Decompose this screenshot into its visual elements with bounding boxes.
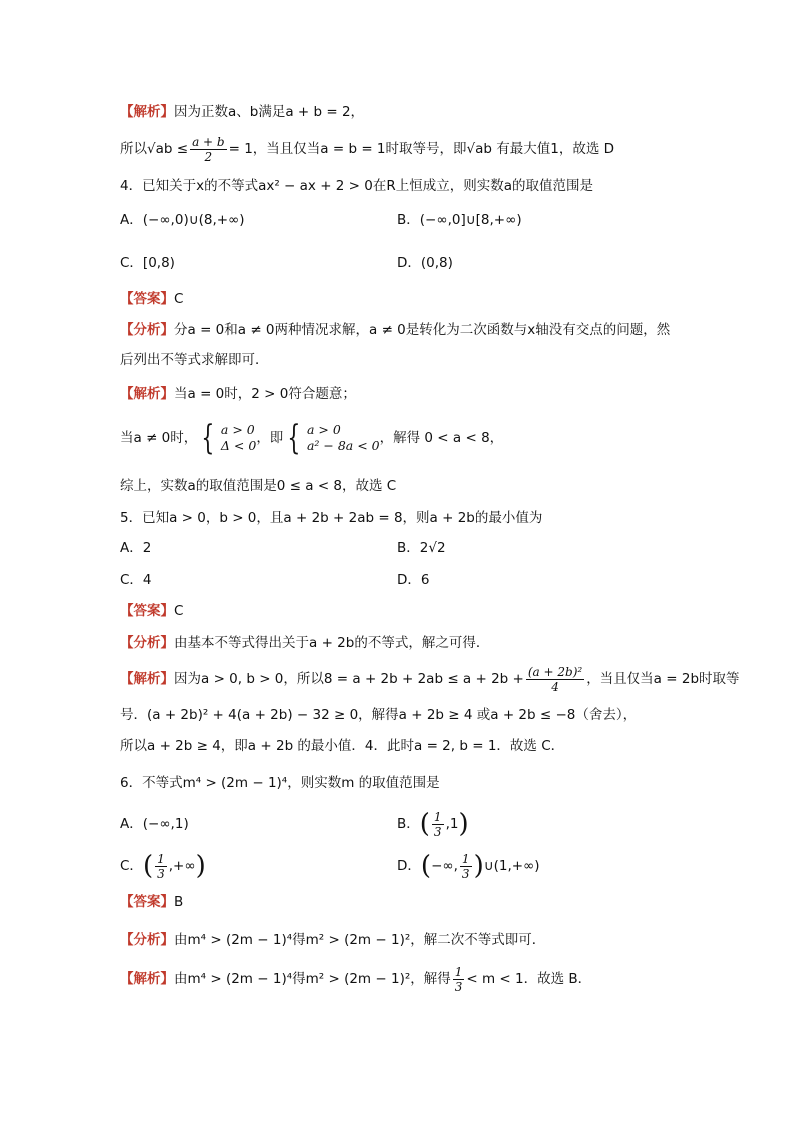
q4-system-2	[307, 422, 380, 454]
q6-option-c-rest: ,+∞	[168, 858, 196, 874]
q5-option-d: D．6	[397, 572, 430, 588]
q6-option-c-label: C．	[120, 858, 143, 874]
q5-frac-num: (a + 2b)²	[527, 664, 583, 679]
answer-tag: 【答案】	[120, 603, 174, 619]
q3-fraction	[190, 135, 227, 164]
answer-tag: 【答案】	[120, 894, 174, 910]
q5-answer	[120, 601, 680, 621]
left-brace-icon: {	[201, 418, 215, 458]
frac-num: 1	[157, 851, 165, 866]
q6-option-d-left: −∞,	[431, 858, 458, 874]
q5-option-b: B．2√2	[397, 540, 446, 556]
q3-solution-text-1: 因为正数a、b满足a + b = 2，	[174, 104, 365, 120]
q6-solution	[120, 962, 680, 996]
q4-option-a: A．(−∞,0)∪(8,+∞)	[120, 212, 245, 228]
frac-den: 3	[461, 866, 470, 881]
q4-answer	[120, 289, 680, 309]
q6-solution-text-b: < m < 1．故选 B．	[466, 971, 592, 987]
q6-analysis	[120, 930, 680, 950]
paren-right-icon: )	[195, 851, 206, 881]
q5-solution-line-2: 号．(a + 2b)² + 4(a + 2b) − 32 ≥ 0，解得a + 2b ≥ 4 或a + 2b ≤ −8（舍去），	[120, 707, 637, 723]
q4-solution-text-2b: ，即	[256, 430, 284, 446]
q5-solution-line-3: 所以a + 2b ≥ 4，即a + 2b 的最小值．4．此时a = 2, b = 1．故选 C．	[120, 738, 565, 754]
q4-option-d: D．(0,8)	[397, 255, 453, 271]
q5-answer-value: C	[174, 603, 184, 619]
q3-solution-text-2b: = 1，当且仅当a = b = 1时取等号，即√ab 有最大值1，故选 D	[228, 141, 615, 157]
q3-frac-den: 2	[204, 149, 213, 164]
q4-solution-line-1	[120, 384, 680, 404]
q3-frac-num: a + b	[192, 134, 225, 149]
q6-option-c-frac	[155, 852, 167, 881]
paren-right-icon: )	[473, 851, 484, 881]
q5-option-a: A．2	[120, 540, 152, 556]
paren-left-icon: (	[419, 809, 430, 839]
q6-option-c	[120, 848, 206, 884]
q4-answer-value: C	[174, 291, 184, 307]
q6-option-a: A．(−∞,1)	[120, 816, 189, 832]
q6-option-b-rest: ,1	[445, 816, 459, 832]
q6-solution-frac	[453, 965, 465, 994]
q6-option-d-label: D．	[397, 858, 421, 874]
q4-analysis-text-1: 分a = 0和a ≠ 0两种情况求解，a ≠ 0是转化为二次函数与x轴没有交点的问题，然	[174, 322, 671, 338]
q4-analysis-line-2: 后列出不等式求解即可．	[120, 352, 269, 368]
q3-solution-text-2a: 所以√ab ≤	[120, 141, 189, 157]
q4-solution-text-1: 当a = 0时，2 > 0符合题意；	[174, 386, 356, 402]
q4-option-b: B．(−∞,0]∪[8,+∞)	[397, 212, 522, 228]
q6-option-d-frac	[460, 852, 472, 881]
q6-option-b	[397, 806, 469, 842]
q5-solution-text-1a: 因为a > 0, b > 0，所以8 = a + 2b + 2ab ≤ a + 2b +	[174, 671, 524, 687]
q3-solution-line-2	[120, 134, 680, 164]
q6-option-b-frac	[432, 810, 444, 839]
q4-sys2-row-1: a > 0	[306, 422, 341, 437]
solution-tag: 【解析】	[120, 386, 174, 402]
q5-stem: 5．已知a > 0，b > 0，且a + 2b + 2ab = 8，则a + 2b的最小值为	[120, 510, 543, 526]
q5-analysis	[120, 633, 680, 653]
frac-den: 3	[433, 824, 442, 839]
frac-num: 1	[454, 964, 463, 979]
q6-stem: 6．不等式m⁴ > (2m − 1)⁴，则实数m 的取值范围是	[120, 775, 440, 791]
q3-solution-line-1	[120, 102, 680, 122]
q6-option-d-rest: ∪(1,+∞)	[483, 858, 540, 874]
paren-left-icon: (	[142, 851, 154, 881]
frac-num: 1	[433, 809, 442, 824]
q4-option-c: C．[0,8)	[120, 255, 175, 271]
q4-solution-text-2a: 当a ≠ 0时，	[120, 430, 198, 446]
answer-tag: 【答案】	[120, 291, 174, 307]
q4-analysis-line-1	[120, 320, 680, 340]
q6-option-b-label: B．	[397, 816, 420, 832]
q5-frac-den: 4	[551, 679, 559, 694]
q4-stem: 4．已知关于x的不等式ax² − ax + 2 > 0在R上恒成立，则实数a的取值范围是	[120, 178, 594, 194]
solution-tag: 【解析】	[120, 104, 174, 120]
q4-sys2-row-2: a² − 8a < 0	[306, 438, 380, 453]
solution-tag: 【解析】	[120, 671, 174, 687]
left-brace-icon: {	[287, 418, 301, 458]
q6-analysis-text: 由m⁴ > (2m − 1)⁴得m² > (2m − 1)²，解二次不等式即可．	[174, 932, 546, 948]
frac-num: 1	[461, 851, 470, 866]
q6-solution-text-a: 由m⁴ > (2m − 1)⁴得m² > (2m − 1)²，解得	[174, 971, 451, 987]
q6-option-d	[397, 848, 540, 884]
q5-solution-line-1	[120, 662, 740, 696]
q6-answer	[120, 892, 680, 912]
frac-den: 3	[157, 866, 165, 881]
q4-system-1	[221, 422, 256, 454]
q4-solution-line-2	[120, 418, 680, 458]
analysis-tag: 【分析】	[120, 932, 174, 948]
q5-option-c: C．4	[120, 572, 152, 588]
paren-right-icon: )	[458, 809, 469, 839]
q4-sys1-row-2: Δ < 0	[220, 438, 257, 453]
analysis-tag: 【分析】	[120, 635, 174, 651]
solution-tag: 【解析】	[120, 971, 174, 987]
q4-sys1-row-1: a > 0	[220, 422, 255, 437]
q5-fraction	[526, 665, 584, 694]
q4-solution-line-3: 综上，实数a的取值范围是0 ≤ a < 8，故选 C	[120, 478, 397, 494]
q5-analysis-text: 由基本不等式得出关于a + 2b的不等式，解之可得．	[174, 635, 490, 651]
q4-solution-text-2c: ，解得 0 < a < 8，	[379, 430, 504, 446]
paren-left-icon: (	[420, 851, 432, 881]
q5-solution-text-1b: ，当且仅当a = 2b时取等	[586, 671, 740, 687]
q6-answer-value: B	[174, 894, 184, 910]
analysis-tag: 【分析】	[120, 322, 174, 338]
frac-den: 3	[454, 979, 463, 994]
